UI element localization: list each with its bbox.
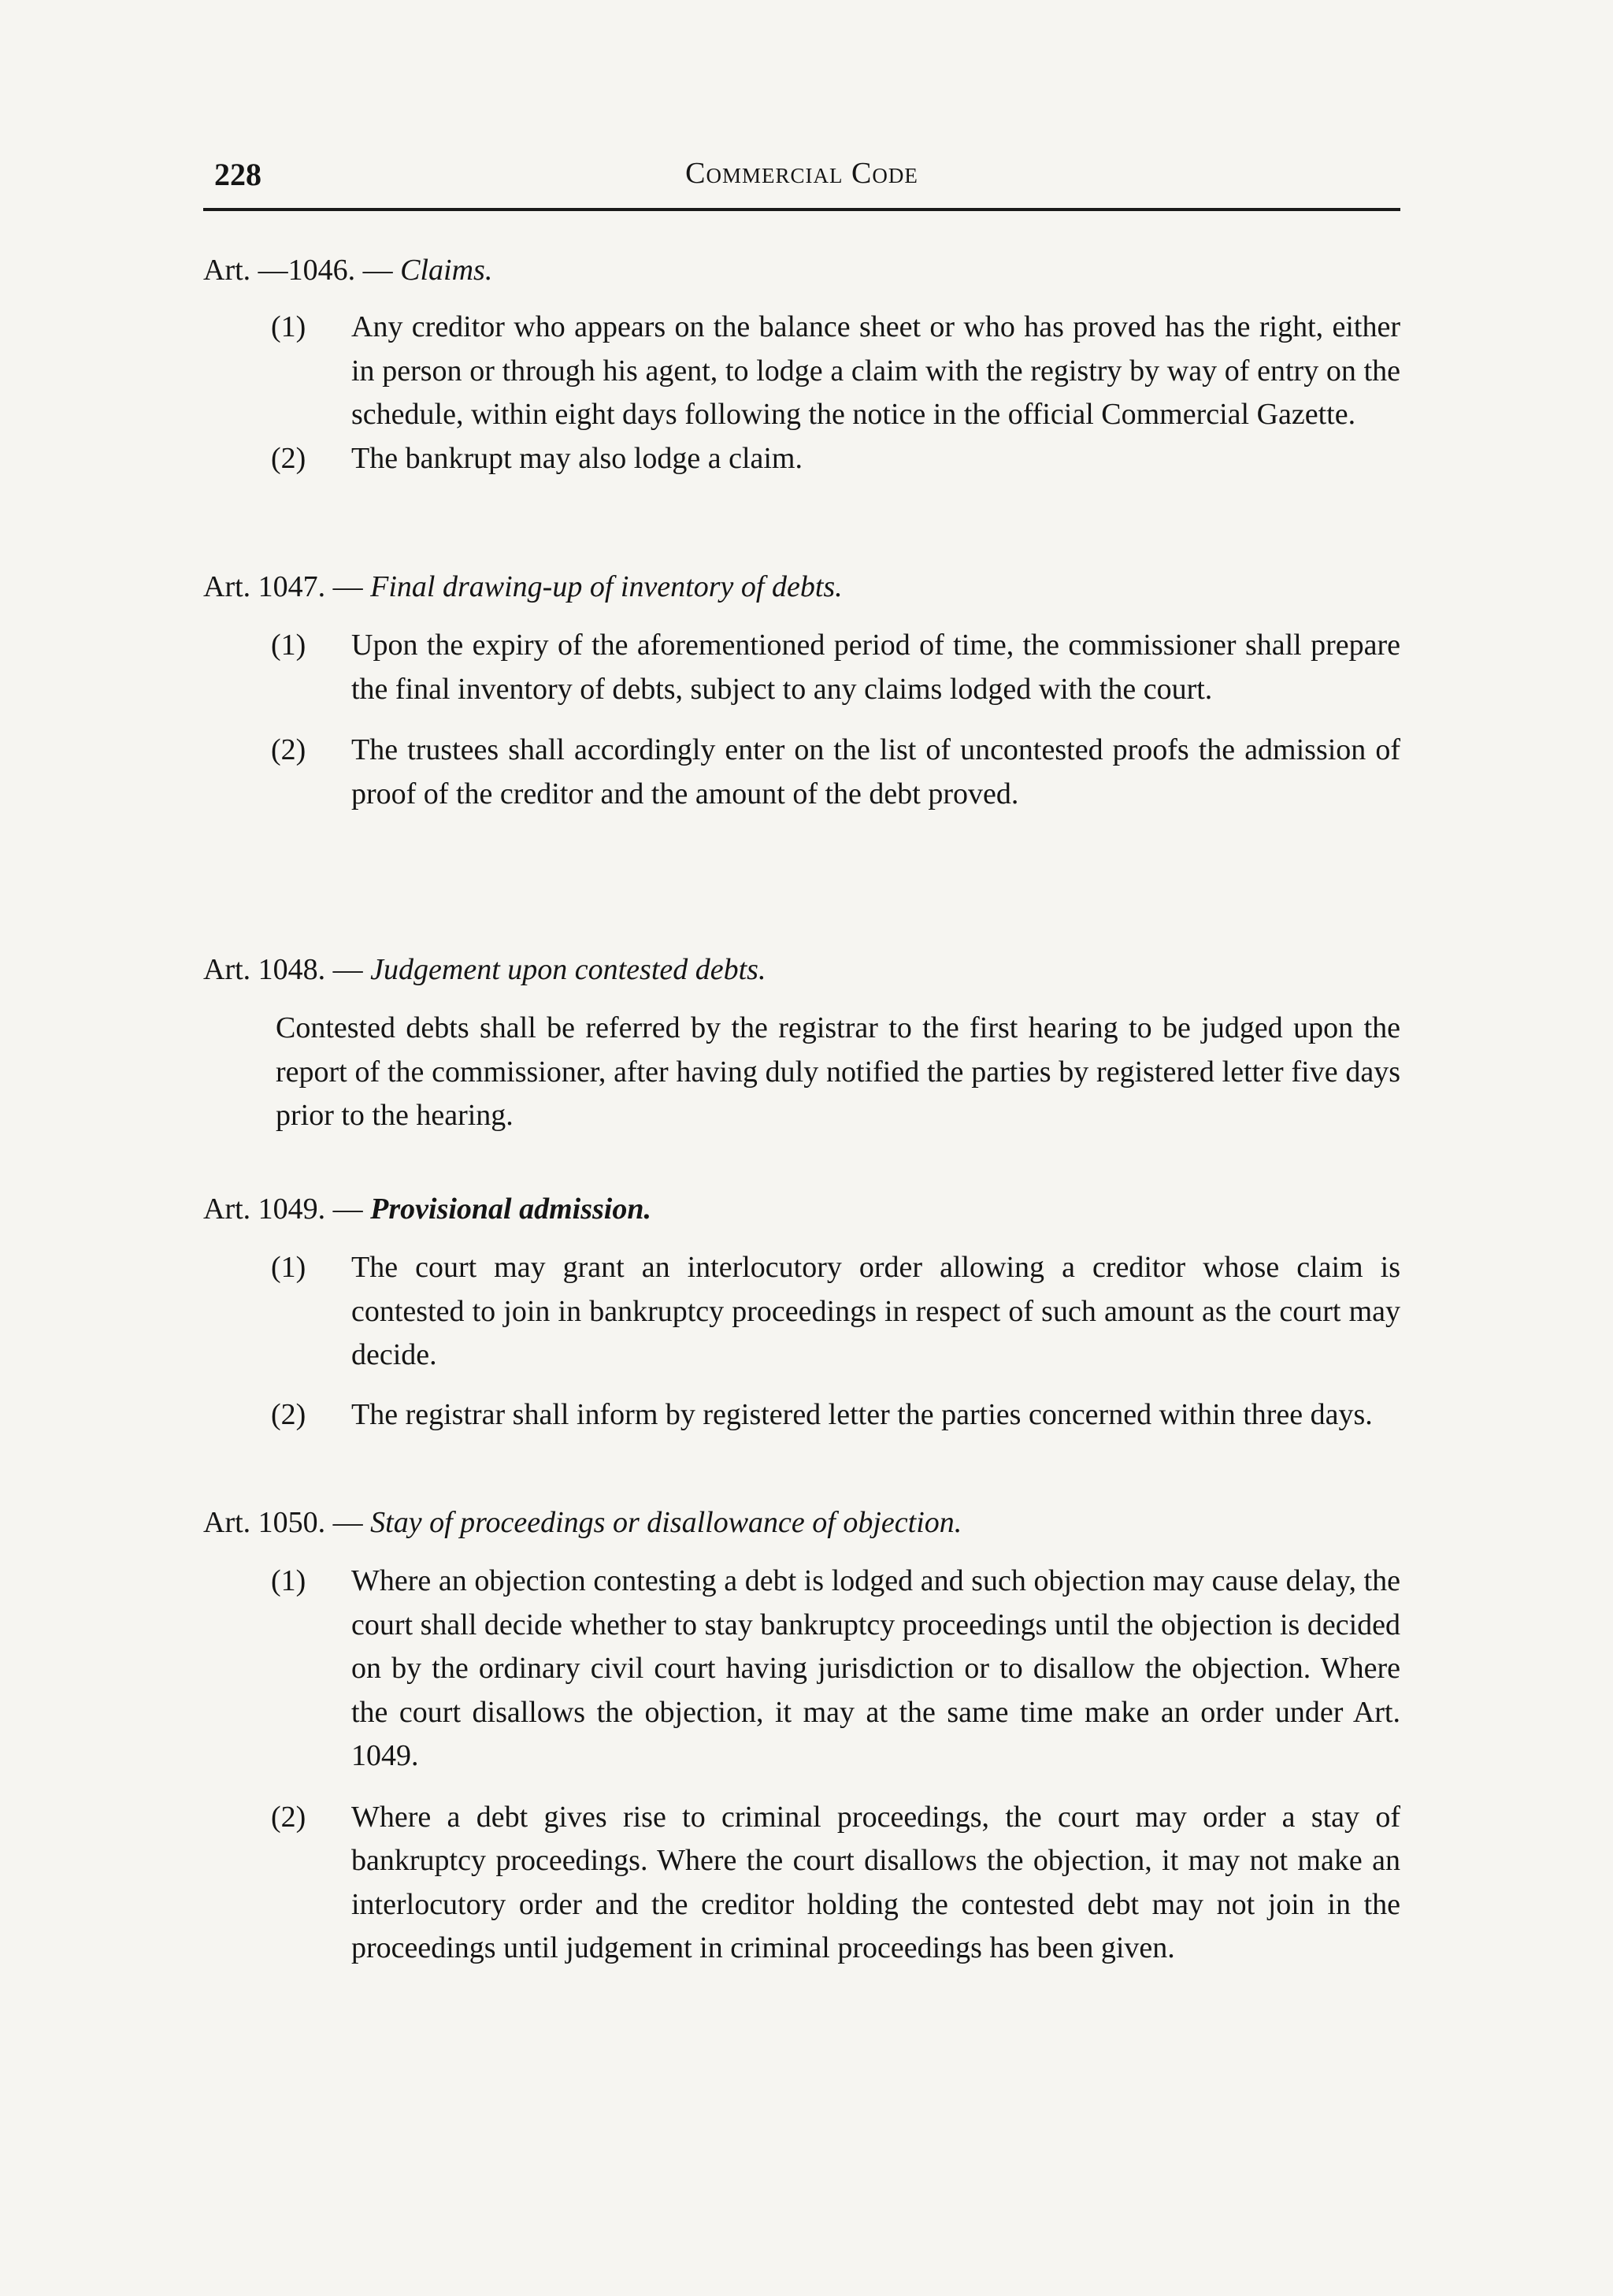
article-title: Stay of proceedings or disallowance of objection. bbox=[370, 1506, 962, 1539]
paragraph-number: (1) bbox=[271, 1564, 306, 1597]
article-title: Provisional admission. bbox=[370, 1193, 651, 1226]
article-title: Judgement upon contested debts. bbox=[370, 953, 766, 986]
running-title: Commercial Code bbox=[685, 157, 918, 190]
paragraph-number: (1) bbox=[271, 629, 306, 662]
paragraph bbox=[203, 1246, 1400, 1378]
paragraph-number: (2) bbox=[271, 733, 306, 766]
page-header bbox=[203, 156, 1400, 206]
paragraph bbox=[203, 624, 1400, 711]
article-heading bbox=[203, 566, 1400, 608]
article-number: Art. —1046. — bbox=[203, 254, 393, 287]
header-rule bbox=[203, 208, 1400, 211]
article-title: Final drawing-up of inventory of debts. bbox=[370, 570, 843, 603]
article-1048 bbox=[203, 948, 1400, 1138]
paragraph-number: (2) bbox=[271, 1397, 306, 1431]
paragraph-text: Where a debt gives rise to criminal proceedings, the court may order a stay of bankruptcy proceedings. Where the court disallows the objection, it may not make an interlocutory order and the creditor holding the contested debt may not join in the proceedings until judgement in criminal proceedings has been given. bbox=[351, 1800, 1400, 1964]
paragraph-text: Any creditor who appears on the balance sheet or who has proved has the right, either in person or through his agent, to lodge a claim with the registry by way of entry on the schedule, within eight days following the notice in the official Commercial Gazette. bbox=[351, 310, 1400, 431]
paragraph-number: (2) bbox=[271, 441, 306, 475]
article-heading bbox=[203, 249, 1400, 291]
article-number: Art. 1049. — bbox=[203, 1193, 363, 1226]
article-number: Art. 1050. — bbox=[203, 1506, 363, 1539]
article-number: Art. 1048. — bbox=[203, 953, 363, 986]
article-1046 bbox=[203, 249, 1400, 480]
paragraph-number: (1) bbox=[271, 310, 306, 343]
page-number: 228 bbox=[214, 157, 261, 192]
article-1047 bbox=[203, 566, 1400, 816]
article-heading bbox=[203, 1188, 1400, 1230]
paragraph-text: Where an objection contesting a debt is lodged and such objection may cause delay, the court shall decide whether to stay bankruptcy proceedings until the objection is decided on by the ordinary civil court having jurisdiction or to disallow the objection. Where the court disallows the objection, it may at the same time make an order under Art. 1049. bbox=[351, 1564, 1400, 1772]
paragraph bbox=[203, 1393, 1400, 1437]
paragraph-text: The bankrupt may also lodge a claim. bbox=[351, 441, 803, 475]
paragraph-number: (1) bbox=[271, 1251, 306, 1284]
paragraph-number: (2) bbox=[271, 1800, 306, 1834]
paragraph bbox=[203, 729, 1400, 816]
paragraph bbox=[203, 1796, 1400, 1971]
paragraph-text: Upon the expiry of the aforementioned period of time, the commissioner shall prepare the final inventory of debts, subject to any claims lodged with the court. bbox=[351, 629, 1400, 706]
paragraph-text: The trustees shall accordingly enter on the list of uncontested proofs the admission of proof of the creditor and the amount of the debt proved. bbox=[351, 733, 1400, 810]
article-body-text: Contested debts shall be referred by the registrar to the first hearing to be judged upon the report of the commissioner, after having duly notified the parties by registered letter five days prior to the hearing. bbox=[276, 1011, 1400, 1132]
paragraph-text: The court may grant an interlocutory order allowing a creditor whose claim is contested to join in bankruptcy proceedings in respect of such amount as the court may decide. bbox=[351, 1251, 1400, 1371]
paragraph bbox=[203, 306, 1400, 437]
article-1050 bbox=[203, 1501, 1400, 1971]
article-heading bbox=[203, 948, 1400, 991]
article-heading bbox=[203, 1501, 1400, 1544]
article-1049 bbox=[203, 1188, 1400, 1437]
article-number: Art. 1047. — bbox=[203, 570, 363, 603]
paragraph-text: The registrar shall inform by registered letter the parties concerned within three days. bbox=[351, 1397, 1373, 1431]
article-title: Claims. bbox=[400, 254, 493, 287]
paragraph bbox=[203, 437, 1400, 481]
paragraph bbox=[203, 1560, 1400, 1779]
